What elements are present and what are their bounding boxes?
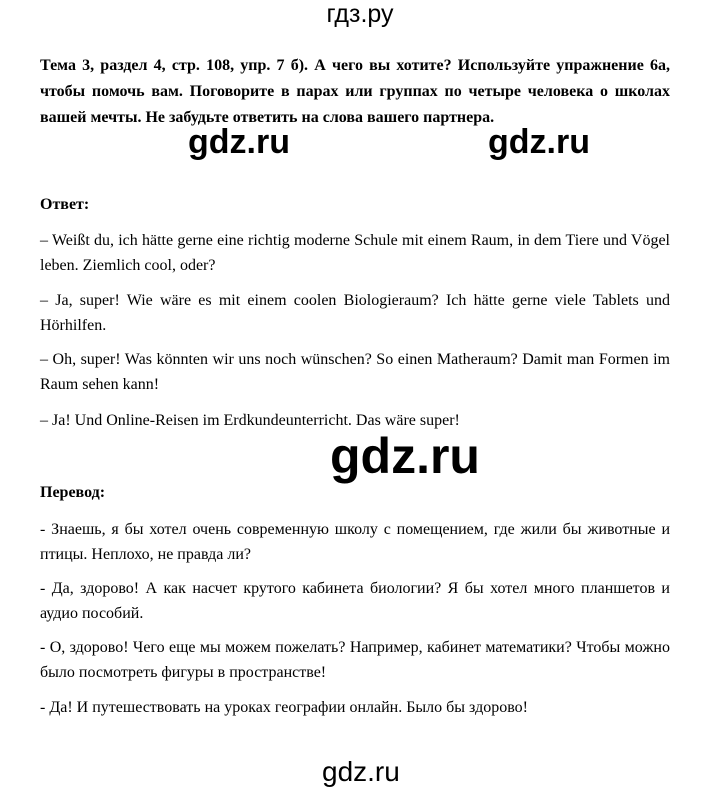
answer-line: – Ja! Und Online-Reisen im Erdkundeunterricht. Das wäre super! — [40, 412, 460, 429]
watermark: gdz.ru — [330, 428, 480, 484]
translation-line: - Знаешь, я бы хотел очень современную школу с помещением, где жили бы животные и птицы. Неплохо, не правда ли? — [40, 521, 670, 563]
answer-line: – Oh, super! Was könnten wir uns noch wünschen? So einen Matheraum? Damit man Formen im Raum sehen kann! — [40, 351, 670, 393]
answer-label: Ответ: — [40, 196, 90, 213]
answer-line: – Weißt du, ich hätte gerne eine richtig moderne Schule mit einem Raum, in dem Tiere und Vögel leben. Ziemlich cool, oder? — [40, 232, 670, 274]
translation-line: - Да! И путешествовать на уроках географии онлайн. Было бы здорово! — [40, 699, 528, 716]
watermark: gdz.ru — [322, 756, 400, 787]
translation-line: - Да, здорово! А как насчет крутого кабинета биологии? Я бы хотел много планшетов и аудио пособий. — [40, 580, 670, 622]
translation-label: Перевод: — [40, 484, 106, 501]
answer-line: – Ja, super! Wie wäre es mit einem coolen Biologieraum? Ich hätte gerne viele Tablets und Hörhilfen. — [40, 292, 670, 334]
site-header: гдз.ру — [326, 0, 394, 28]
translation-line: - О, здорово! Чего еще мы можем пожелать? Например, кабинет математики? Чтобы можно было посмотреть фигуры в пространстве! — [40, 639, 670, 681]
task-text: Тема 3, раздел 4, стр. 108, упр. 7 б). А чего вы хотите? Используйте упражнение 6а, чтобы помочь вам. Поговорите в парах или группах по четыре человека о школах вашей мечты. Не забудьте ответить на слова вашего партнера. — [40, 57, 670, 126]
watermark: gdz.ru — [188, 123, 290, 161]
watermark: gdz.ru — [488, 123, 590, 161]
